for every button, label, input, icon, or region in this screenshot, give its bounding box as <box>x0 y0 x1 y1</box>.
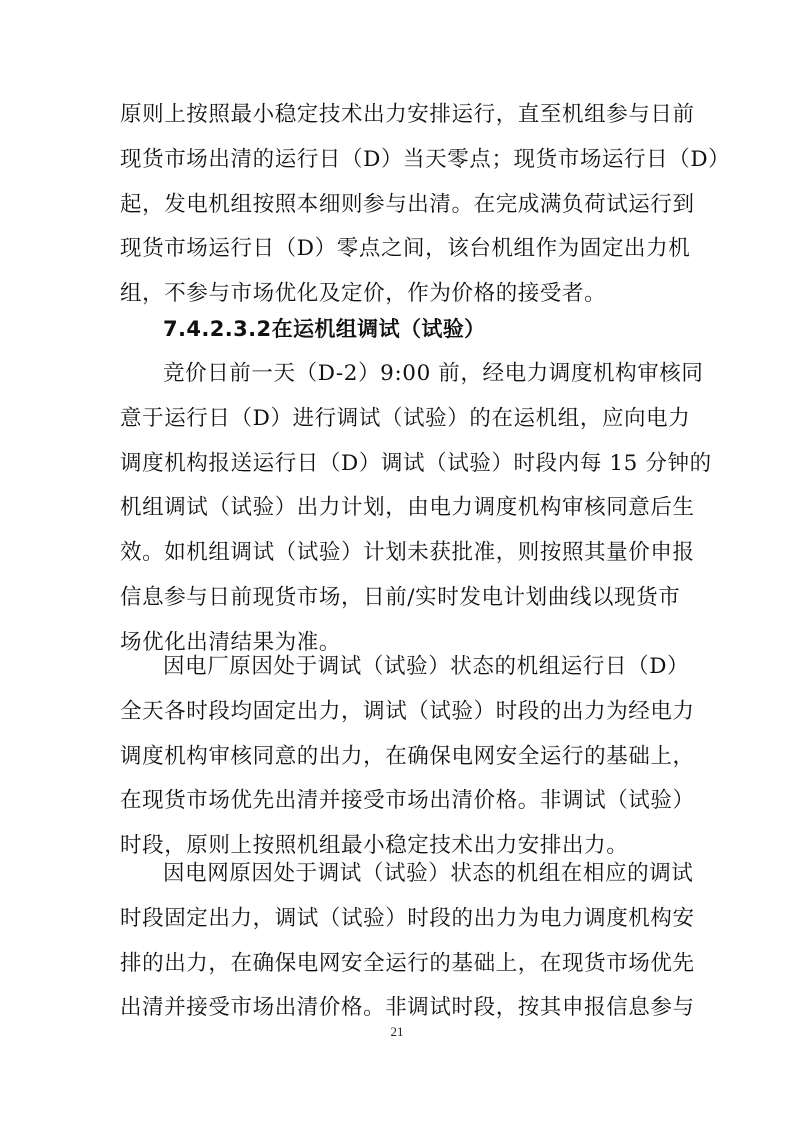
paragraph-line: 现货市场运行日（D）零点之间，该台机组作为固定出力机 <box>120 236 691 262</box>
paragraph-line: 效。如机组调试（试验）计划未获批准，则按照其量价申报 <box>120 540 695 566</box>
paragraph-line: 排的出力，在确保电网安全运行的基础上，在现货市场优先 <box>120 950 695 976</box>
paragraph-line: 组，不参与市场优化及定价，作为价格的接受者。 <box>120 281 607 307</box>
paragraph-line: 在现货市场优先出清并接受市场出清价格。非调试（试验） <box>120 788 695 814</box>
section-heading-block <box>120 307 676 352</box>
paragraph-line: 时段固定出力，调试（试验）时段的出力为电力调度机构安 <box>120 905 695 931</box>
paragraph-line: 意于运行日（D）进行调试（试验）的在运机组，应向电力 <box>120 405 691 431</box>
paragraph-line: 因电厂原因处于调试（试验）状态的机组运行日（D） <box>163 654 690 679</box>
section-heading: 7.4.2.3.2在运机组调试（试验） <box>163 317 486 341</box>
paragraph-line: 起，发电机组按照本细则参与出清。在完成满负荷试运行到 <box>120 191 695 217</box>
paragraph-line: 时段，原则上按照机组最小稳定技术出力安排出力。 <box>120 833 629 859</box>
paragraph-line: 原则上按照最小稳定技术出力安排运行，直至机组参与日前 <box>120 102 695 127</box>
paragraph-4 <box>120 852 695 1031</box>
paragraph-line: 调度机构报送运行日（D）调试（试验）时段内每 15 分钟的 <box>120 450 712 476</box>
paragraph-line: 机组调试（试验）出力计划，由电力调度机构审核同意后生 <box>120 495 695 521</box>
paragraph-line: 全天各时段均固定出力，调试（试验）时段的出力为经电力 <box>120 698 695 724</box>
paragraph-line: 信息参与日前现货市场，日前/实时发电计划曲线以现货市 <box>120 584 681 610</box>
paragraph-2 <box>120 352 712 666</box>
paragraph-line: 出清并接受市场出清价格。非调试时段，按其申报信息参与 <box>120 995 695 1021</box>
paragraph-line: 调度机构审核同意的出力，在确保电网安全运行的基础上， <box>120 743 695 769</box>
paragraph-line: 场优化出清结果为准。 <box>120 629 342 655</box>
paragraph-1 <box>120 93 731 317</box>
paragraph-line: 竞价日前一天（D-2）9:00 前，经电力调度机构审核同 <box>163 361 704 386</box>
paragraph-3 <box>120 645 695 869</box>
paragraph-line: 因电网原因处于调试（试验）状态的机组在相应的调试 <box>163 861 694 886</box>
page-number: 21 <box>390 1024 404 1039</box>
paragraph-line: 现货市场出清的运行日（D）当天零点；现货市场运行日（D） <box>120 146 731 172</box>
